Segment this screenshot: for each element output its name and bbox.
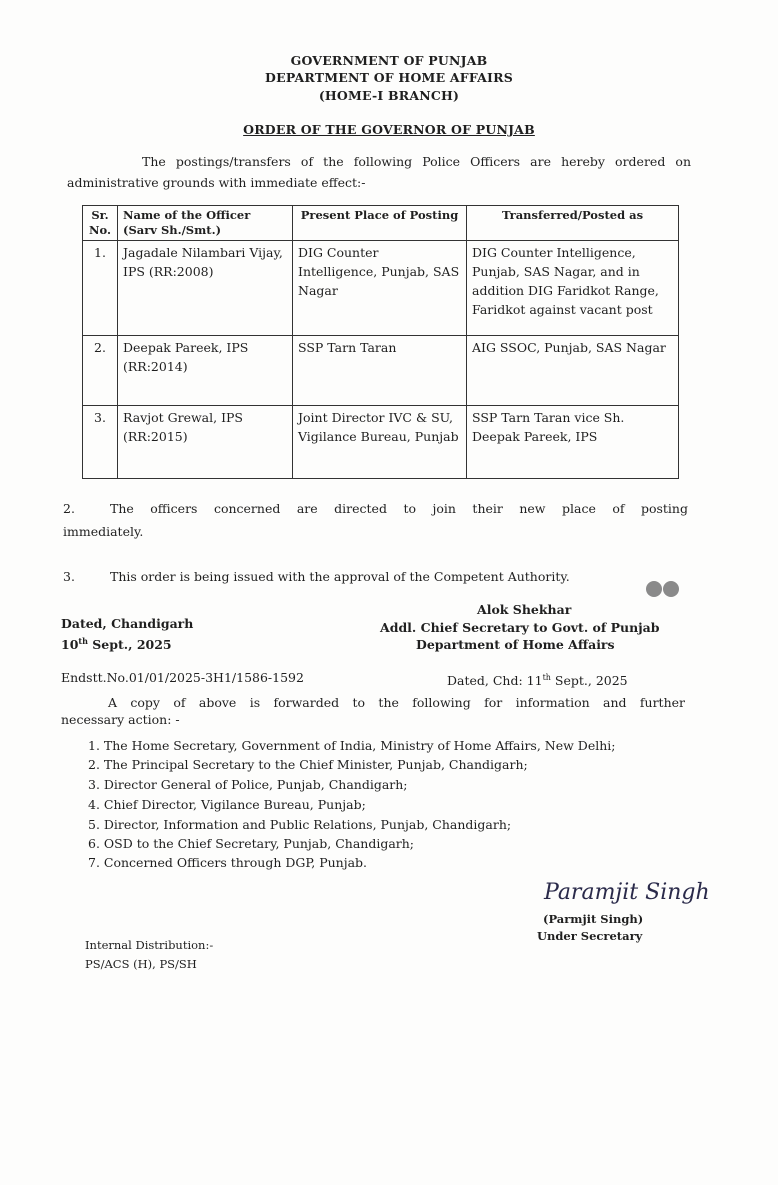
govt-heading: GOVERNMENT OF PUNJAB [290,53,488,68]
dot-mark [646,581,662,597]
table-row [83,336,679,406]
endorsement-date [447,668,628,690]
signatory-name: Alok Shekhar [477,602,572,617]
col-header-name: Name of the Officer (Sarv Sh./Smt.) [118,206,293,241]
intro-line-1: The postings/transfers of the following Police Officers are hereby ordered on [142,154,691,169]
list-item: 7. Concerned Officers through DGP, Punjab. [88,855,368,870]
cell-present: SSP Tarn Taran [293,336,467,406]
endorse-date-rest: Sept., 2025 [550,673,628,689]
date-rest: Sept., 2025 [87,637,172,653]
para2-line-2: immediately. [63,524,144,539]
para2-line-1: The officers concerned are directed to join their new place of posting [110,501,688,516]
branch-heading: (HOME-I BRANCH) [318,88,460,103]
para2-number: 2. [63,501,75,516]
dated-place: Dated, Chandigarh [61,616,194,631]
postings-table [82,205,679,479]
order-title: ORDER OF THE GOVERNOR OF PUNJAB [243,122,535,137]
cell-present: DIG Counter Intelligence, Punjab, SAS Nagar [293,241,467,336]
cell-sr: 2. [83,336,118,406]
cell-sr: 3. [83,406,118,479]
signatory-designation: Addl. Chief Secretary to Govt. of Punjab [380,620,660,635]
col-header-transferred: Transferred/Posted as [467,206,679,241]
para3-number: 3. [63,569,75,584]
cell-transferred: AIG SSOC, Punjab, SAS Nagar [467,336,679,406]
table-row [83,241,679,336]
cell-name: Ravjot Grewal, IPS (RR:2015) [118,406,293,479]
cell-transferred: SSP Tarn Taran vice Sh. Deepak Pareek, IPS [467,406,679,479]
handwritten-signature: Paramjit Singh [544,880,710,905]
dept-heading: DEPARTMENT OF HOME AFFAIRS [265,70,513,85]
para3-text: This order is being issued with the approval of the Competent Authority. [110,569,570,584]
dated-date [61,632,172,654]
endorse-date-prefix: Dated, Chd: 11 [447,673,543,689]
endorse-date-sup: th [542,673,551,682]
table-header-row [83,206,679,241]
list-item: 5. Director, Information and Public Relations, Punjab, Chandigarh; [88,817,512,832]
list-item: 2. The Principal Secretary to the Chief Minister, Punjab, Chandigarh; [88,757,528,772]
cell-transferred: DIG Counter Intelligence, Punjab, SAS Nagar, and in addition DIG Faridkot Range, Faridkot against vacant post [467,241,679,336]
cell-sr: 1. [83,241,118,336]
cell-name: Deepak Pareek, IPS (RR:2014) [118,336,293,406]
date-day: 10 [61,637,79,653]
cell-name: Jagadale Nilambari Vijay, IPS (RR:2008) [118,241,293,336]
list-item: 3. Director General of Police, Punjab, Chandigarh; [88,777,408,792]
under-secretary-designation: Under Secretary [537,929,643,943]
cell-present: Joint Director IVC & SU, Vigilance Bureau, Punjab [293,406,467,479]
date-sup: th [78,636,88,646]
list-item: 4. Chief Director, Vigilance Bureau, Punjab; [88,797,366,812]
copy-line-2: necessary action: - [61,712,180,727]
signatory-department: Department of Home Affairs [416,637,615,652]
copy-line-1: A copy of above is forwarded to the following for information and further [108,695,685,710]
internal-distribution-value: PS/ACS (H), PS/SH [85,957,197,971]
list-item: 6. OSD to the Chief Secretary, Punjab, Chandigarh; [88,836,415,851]
list-item: 1. The Home Secretary, Government of India, Ministry of Home Affairs, New Delhi; [88,738,616,753]
internal-distribution-label: Internal Distribution:- [85,938,214,952]
col-header-sr: Sr. No. [83,206,118,241]
intro-line-2: administrative grounds with immediate effect:- [67,175,366,190]
col-header-present: Present Place of Posting [293,206,467,241]
endorsement-number: Endstt.No.01/01/2025-3H1/1586-1592 [61,670,304,685]
table-row [83,406,679,479]
dot-mark [663,581,679,597]
redaction-dots [646,581,680,601]
under-secretary-name: (Parmjit Singh) [543,912,644,926]
